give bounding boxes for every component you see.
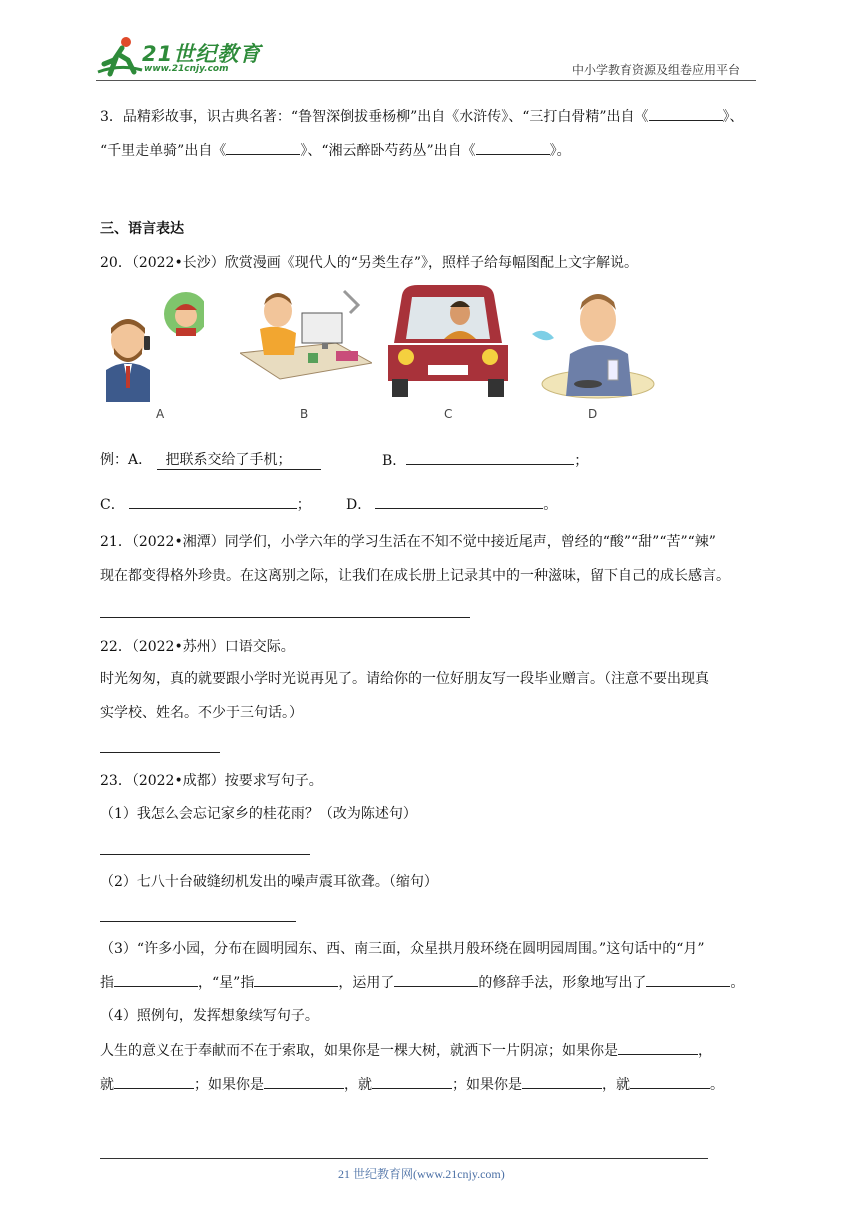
q22-line2: 实学校、姓名。不少于三句话。） [100,705,303,721]
q21-line2: 现在都变得格外珍贵。在这离别之际，让我们在成长册上记录其中的一种滋味，留下自己的成长感言。 [100,568,730,584]
q23-part2: （2）七八十台破缝纫机发出的噪声震耳欲聋。（缩句） [100,874,438,890]
q3-line2: “千里走单骑”出自《 》、“湘云醉卧芍药丛”出自《 》。 [100,140,571,161]
label-a: A [156,407,165,421]
q22-answer-line[interactable] [100,752,220,753]
header-rule [96,80,756,81]
q23-part4-line1: 人生的意义在于奉献而不在于索取，如果你是一棵大树，就洒下一片阴凉；如果你是 ， [100,1040,712,1061]
q22-stem: 22．（2022•苏州）口语交际。 [100,639,295,655]
q20-example-line: 例：A． 把联系交给了手机； [100,450,321,470]
blank[interactable] [394,972,478,987]
blank[interactable] [646,972,730,987]
runner-logo-icon [96,34,144,78]
cartoon-a [98,284,204,402]
blank[interactable] [129,494,297,509]
label-b: B [300,407,309,421]
q20-d: D． 。 [346,494,557,515]
label-c: C [444,407,453,421]
header-logo [96,34,266,78]
q21-line1: 21．（2022•湘潭）同学们，小学六年的学习生活在不知不觉中接近尾声，曾经的“酸”“甜”“苦”“辣” [100,534,716,550]
blank[interactable] [114,1074,194,1089]
q21-answer-line[interactable] [100,617,470,618]
q23-part2-answer-line[interactable] [100,921,296,922]
blank[interactable] [476,140,550,155]
blank[interactable] [372,1074,452,1089]
blank[interactable] [254,972,338,987]
q23-part3-line2: 指 ，“星”指 ，运用了 的修辞手法，形象地写出了 。 [100,972,744,993]
q20-b: B． ； [382,450,588,471]
footer-text[interactable]: 21 世纪教育网(www.21cnjy.com) [338,1167,505,1181]
example-answer: 把联系交给了手机； [157,451,321,470]
q3-line1: 3．品精彩故事，识古典名著：“鲁智深倒拔垂杨柳”出自《水浒传》、“三打白骨精”出自《 》、 [100,106,744,127]
q20-stem: 20．（2022•长沙）欣赏漫画《现代人的“另类生存”》，照样子给每幅图配上文字解说。 [100,255,639,271]
q20-c: C． ； [100,494,311,515]
header-right-text: 中小学教育资源及组卷应用平台 [572,63,741,77]
blank[interactable] [618,1040,698,1055]
blank[interactable] [226,140,300,155]
cartoon-c [388,283,508,401]
blank[interactable] [375,494,543,509]
q23-part1-answer-line[interactable] [100,854,310,855]
label-d: D [588,407,598,421]
blank[interactable] [522,1074,602,1089]
section-title: 三、语言表达 [100,221,184,237]
logo-title: 21世纪教育 [142,42,262,66]
logo-url: www.21cnjy.com [144,64,229,74]
blank[interactable] [406,450,574,465]
blank[interactable] [114,972,198,987]
q23-part3-line1: （3）“许多小园，分布在圆明园东、西、南三面，众星拱月般环绕在圆明园周围。”这句话中的“月” [100,941,705,957]
cartoon-d [530,284,656,402]
blank[interactable] [264,1074,344,1089]
blank[interactable] [630,1074,710,1089]
footer-rule [100,1158,708,1159]
q23-part4: （4）照例句，发挥想象续写句子。 [100,1008,319,1024]
q23-stem: 23．（2022•成都）按要求写句子。 [100,773,323,789]
blank[interactable] [649,106,723,121]
cartoon-b [240,283,372,383]
q23-part4-line2: 就 ；如果你是 ，就 ；如果你是 ，就 。 [100,1074,724,1095]
q23-part1: （1）我怎么会忘记家乡的桂花雨？（改为陈述句） [100,806,417,822]
q22-line1: 时光匆匆，真的就要跟小学时光说再见了。请给你的一位好朋友写一段毕业赠言。（注意不要出现真 [100,671,709,687]
